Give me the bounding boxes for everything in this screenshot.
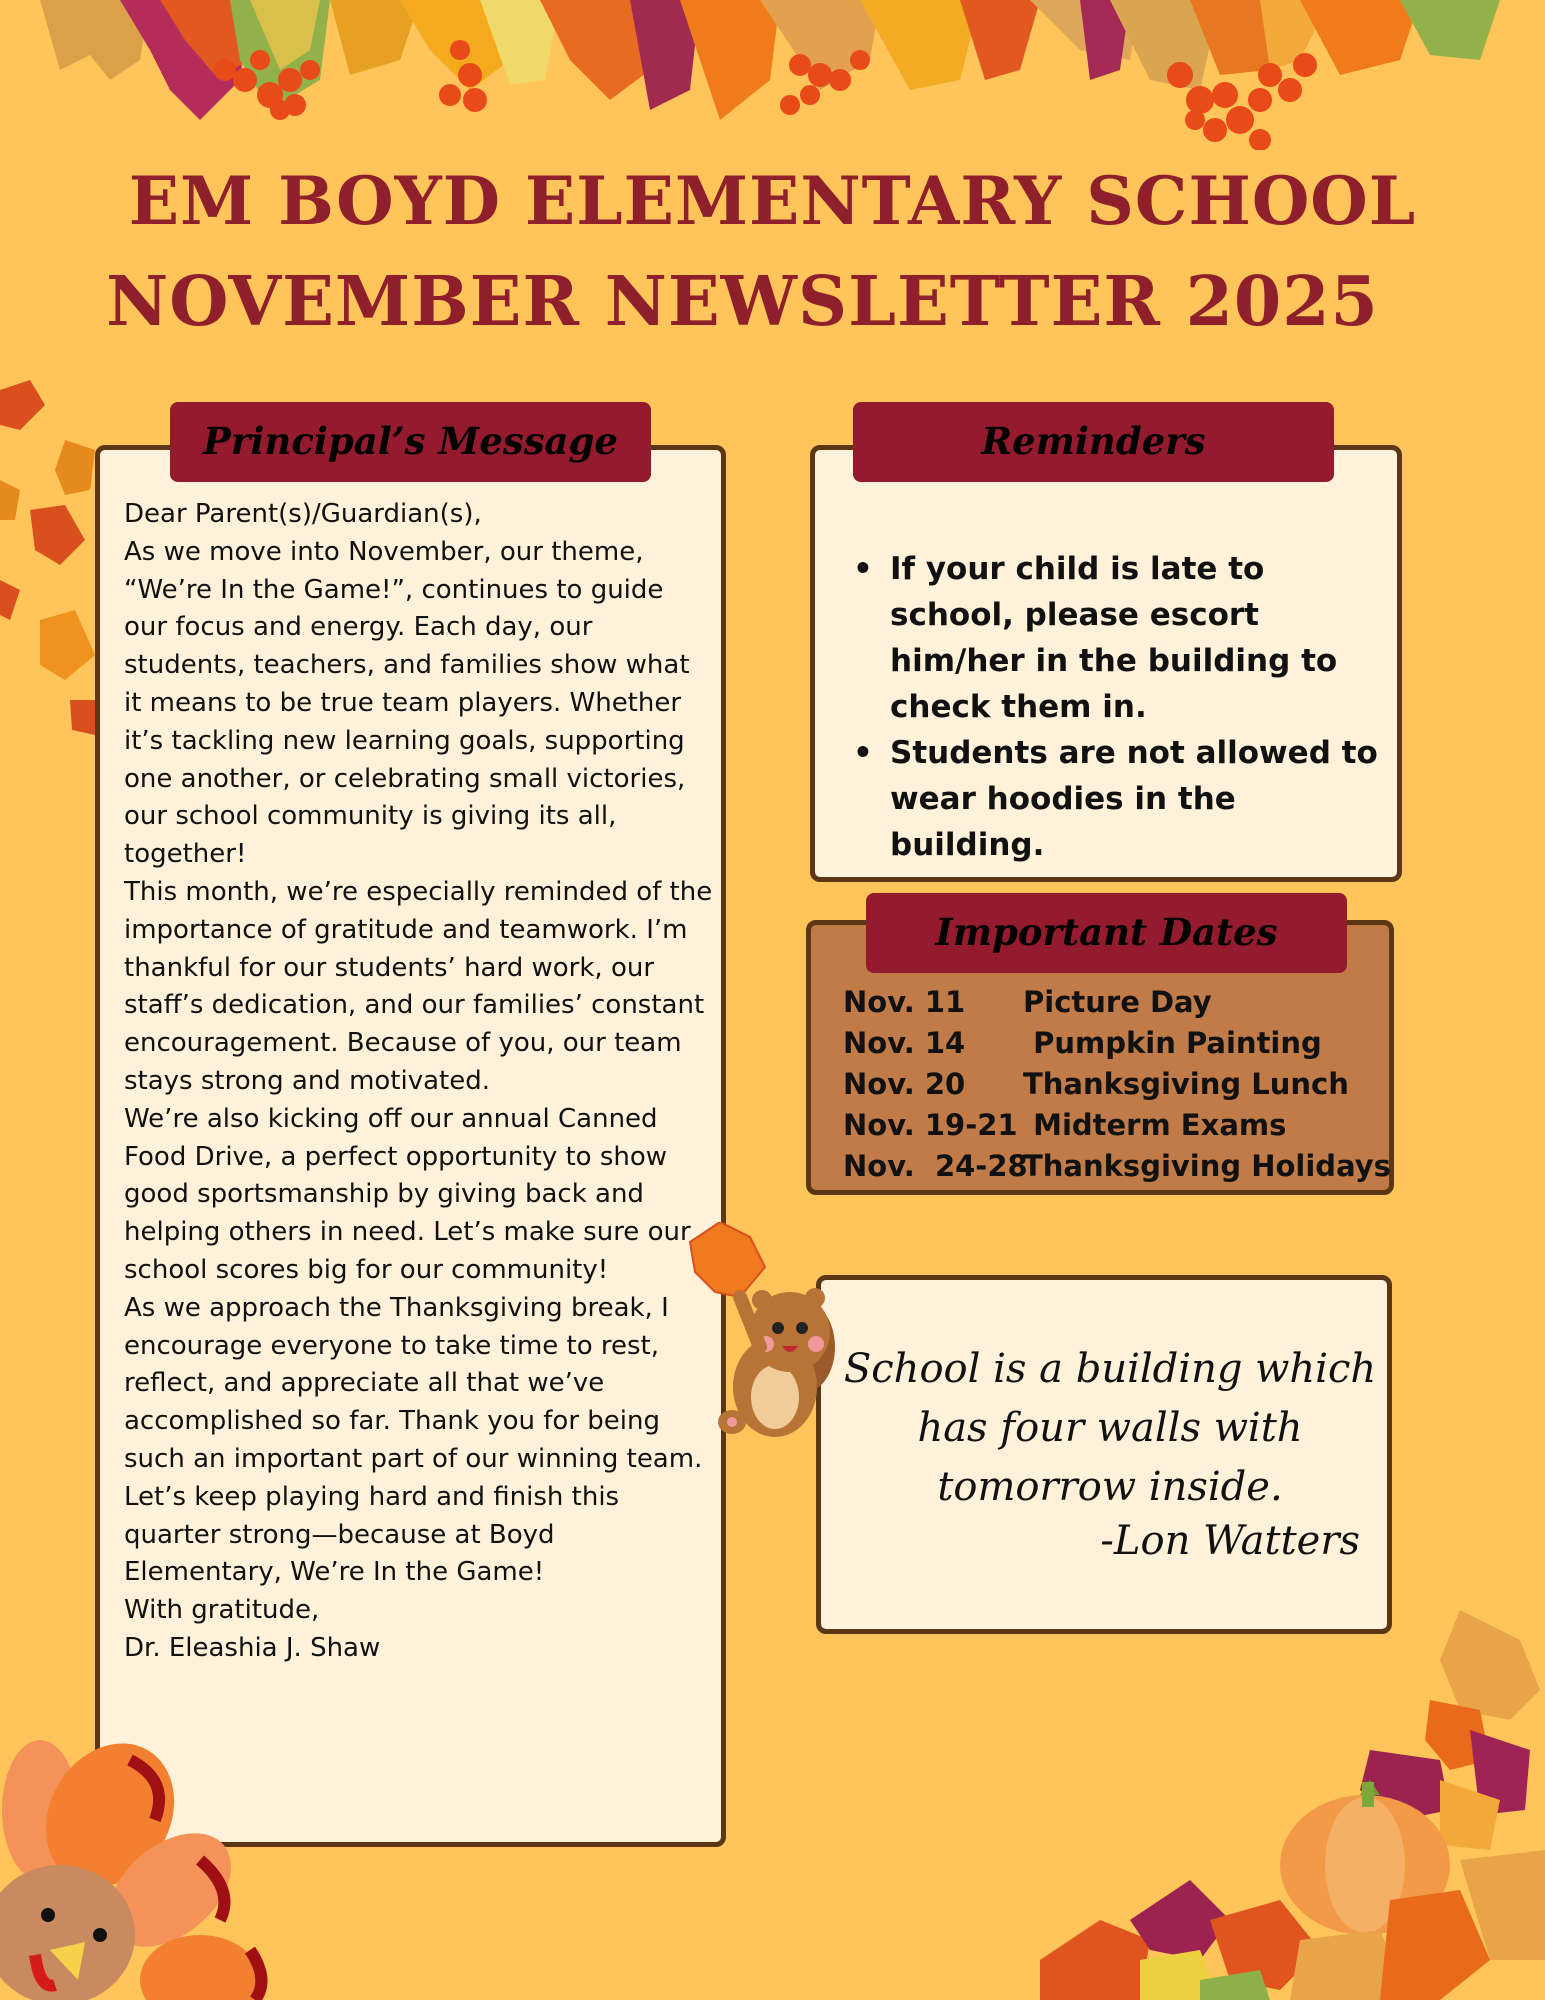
important-dates-heading: Important Dates (866, 893, 1347, 973)
salutation: Dear Parent(s)/Guardian(s), (124, 499, 482, 529)
date-row: Nov. 14 Pumpkin Painting (843, 1026, 1322, 1060)
date-row: Nov. 24-28 Thanksgiving Holidays (843, 1149, 1391, 1183)
reminder-item: • Students are not allowed to wear hoodies in the building. (850, 730, 1390, 868)
newsletter-title: NOVEMBER NEWSLETTER 2025 (106, 262, 1379, 342)
paragraph-closing: Let’s keep playing hard and finish this quarter strong—because at Boyd Elementary, We’re In the Game! (124, 1481, 620, 1588)
school-title: EM BOYD ELEMENTARY SCHOOL (128, 162, 1417, 240)
bullet-icon: • (853, 551, 873, 587)
falling-leaves-decoration (0, 380, 100, 740)
reminders-list (850, 546, 1390, 868)
important-dates-list (843, 982, 1391, 1187)
sign-off: With gratitude, (124, 1595, 320, 1626)
bullet-icon: • (853, 735, 873, 771)
autumn-leaves-border-decoration (0, 0, 1545, 150)
reminders-heading: Reminders (853, 402, 1334, 482)
principal-message-heading: Principal’s Message (170, 402, 651, 482)
pumpkin-leaves-icon (1040, 1600, 1545, 2000)
paragraph-theme: As we move into November, our theme, “We’re In the Game!”, continues to guide our focus and energy. Each day, our students, teachers, and families show what it means to be true team players. Whether it’s tackling new learning goals, supporting one another, or celebrating small victories, our school community is giving its all, together! (124, 536, 690, 870)
quote-author: -Lon Watters (1100, 1518, 1360, 1564)
paragraph-gratitude: This month, we’re especially reminded of the importance of gratitude and teamwork. I’m thankful for our students’ hard work, our staff’s dedication, and our families’ constant encouragement. Because of you, our team stays strong and motivated. (124, 876, 713, 1096)
signature: Dr. Eleashia J. Shaw (124, 1632, 381, 1663)
reminder-item: • If your child is late to school, please escort him/her in the building to check them in. (850, 546, 1390, 730)
date-row: Nov. 20 Thanksgiving Lunch (843, 1067, 1349, 1101)
quote-text: School is a building which has four walls with tomorrow inside. (843, 1346, 1377, 1510)
chipmunk-icon (680, 1222, 850, 1462)
date-row: Nov. 11 Picture Day (843, 985, 1212, 1019)
paragraph-thanksgiving: As we approach the Thanksgiving break, I encourage everyone to take time to rest, reflect, and appreciate all that we’ve accomplished so far. Thank you for being such an important part of our winning team. (124, 1292, 703, 1474)
turkey-icon (0, 1720, 280, 2000)
principal-message-body (124, 496, 714, 1668)
paragraph-food-drive: We’re also kicking off our annual Canned Food Drive, a perfect opportunity to show good sportsmanship by giving back and helping others in need. Let’s make sure our school scores big for our community! (124, 1103, 691, 1285)
date-row: Nov. 19-21 Midterm Exams (843, 1108, 1287, 1142)
